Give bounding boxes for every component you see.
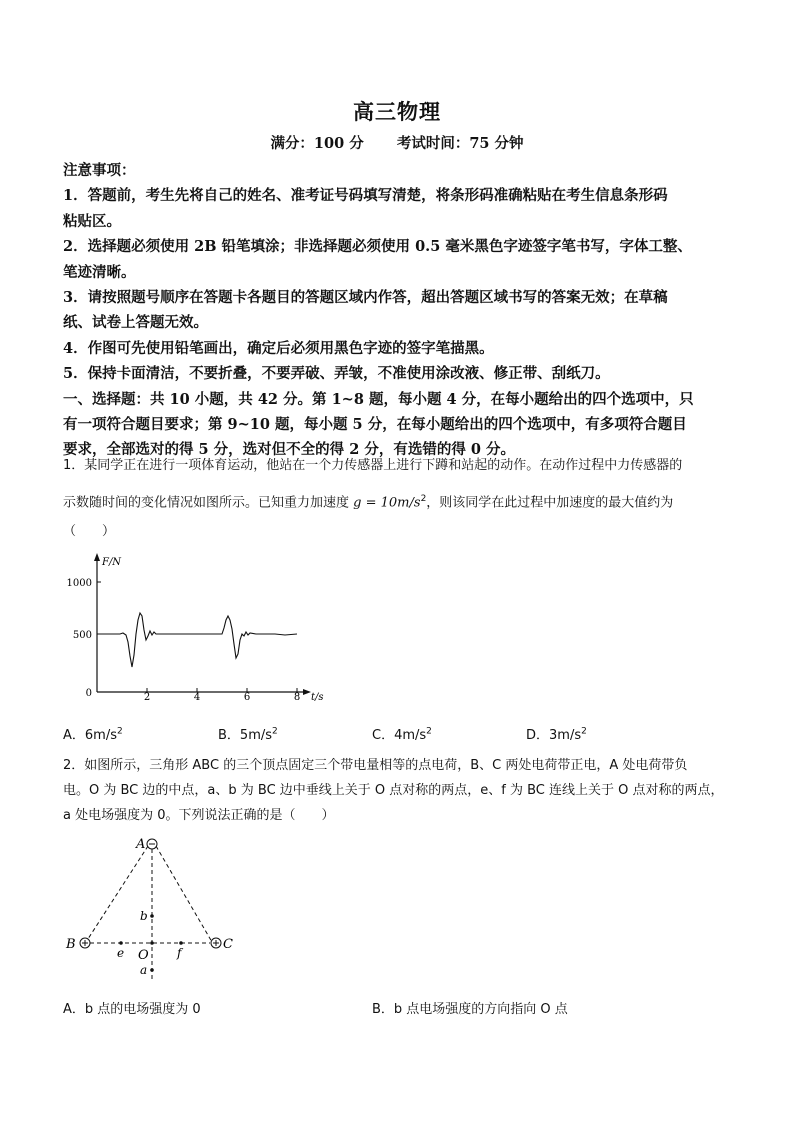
y-tick-label: 0 bbox=[85, 688, 92, 699]
section-intro-line: 有一项符合题目要求；第 9~10 题，每小题 5 分，在每小题给出的四个选项中，有多项符合题目 bbox=[63, 416, 687, 434]
y-tick-label: 500 bbox=[72, 630, 92, 641]
q2-line2: 电。O 为 BC 边的中点，a、b 为 BC 边中垂线上关于 O 点对称的两点，e、f 为 BC 连线上关于 O 点对称的两点， bbox=[63, 783, 724, 798]
notice-line: 纸、试卷上答题无效。 bbox=[63, 314, 208, 332]
q1-line1: 1．某同学正在进行一项体育运动，他站在一个力传感器上进行下蹲和站起的动作。在动作过程中力传感器的 bbox=[63, 458, 683, 473]
side-ab bbox=[86, 846, 148, 942]
option-d-exp: 2 bbox=[581, 726, 587, 737]
option-a-exp: 2 bbox=[116, 726, 123, 737]
g-expression: g = 10m/s bbox=[353, 495, 421, 511]
label-A: A bbox=[136, 837, 146, 852]
option-b-exp: 2 bbox=[272, 726, 278, 737]
notice-heading: 注意事项： bbox=[63, 162, 136, 179]
option-c[interactable] bbox=[372, 724, 432, 743]
force-time-chart bbox=[66, 550, 340, 706]
notice-line: 4．作图可先使用铅笔画出，确定后必须用黑色字迹的签字笔描黑。 bbox=[63, 339, 494, 357]
q1-line2-pre: 示数随时间的变化情况如图所示。已知重力加速度 bbox=[63, 495, 350, 511]
option-b-label: B．5m/s bbox=[218, 728, 273, 743]
label-f: f bbox=[177, 946, 182, 960]
point-o bbox=[150, 941, 154, 945]
label-C: C bbox=[223, 937, 233, 952]
q1-line2-post: ，则该同学在此过程中加速度的最大值约为 bbox=[426, 495, 674, 511]
exam-meta bbox=[0, 132, 794, 153]
x-tick-label: 6 bbox=[243, 692, 251, 703]
q1-line2 bbox=[63, 489, 731, 513]
option-a[interactable] bbox=[63, 724, 123, 743]
y-tick-label: 1000 bbox=[66, 578, 92, 589]
notice-line: 2．选择题必须使用 2B 铅笔填涂；非选择题必须使用 0.5 毫米黑色字迹签字笔书写，字体工整、 bbox=[63, 238, 692, 256]
notice-line: 3．请按照题号顺序在答题卡各题目的答题区域内作答，超出答题区域书写的答案无效；在草稿 bbox=[63, 289, 668, 307]
label-B: B bbox=[66, 937, 76, 952]
g-exponent: 2 bbox=[420, 494, 427, 504]
notice-line: 1．答题前，考生先将自己的姓名、准考证号码填写清楚，将条形码准确粘贴在考生信息条形码 bbox=[63, 187, 668, 205]
x-tick-label: 8 bbox=[293, 692, 301, 703]
label-a: a bbox=[140, 963, 148, 977]
notice-line: 笔迹清晰。 bbox=[63, 263, 136, 281]
x-axis-label: t/s bbox=[311, 692, 324, 703]
side-ac bbox=[156, 846, 212, 942]
option-c-exp: 2 bbox=[426, 726, 432, 737]
y-axis-label: F/N bbox=[102, 557, 122, 568]
x-tick-label: 4 bbox=[193, 692, 201, 703]
label-O: O bbox=[138, 948, 149, 963]
page-title: 高三物理 bbox=[353, 99, 441, 124]
point-b bbox=[150, 914, 154, 918]
option-a-label: A．6m/s bbox=[63, 728, 117, 743]
full-score: 满分：100 分 bbox=[270, 135, 364, 152]
q2-line3: a 处电场强度为 0。下列说法正确的是（ ） bbox=[63, 808, 335, 823]
triangle-charge-figure bbox=[60, 832, 250, 982]
q2-line1: 2．如图所示，三角形 ABC 的三个顶点固定三个带电量相等的点电荷，B、C 两处电荷带正电，A 处电荷带负 bbox=[63, 758, 688, 773]
x-axis-arrow bbox=[303, 689, 311, 695]
notice-block bbox=[63, 158, 743, 463]
y-axis-arrow bbox=[94, 553, 100, 561]
section-intro-line: 要求，全部选对的得 5 分，选对但不全的得 2 分，有选错的得 0 分。 bbox=[63, 441, 516, 459]
section-intro-line: 一、选择题：共 10 小题，共 42 分。第 1~8 题，每小题 4 分，在每小题给出的四个选项中，只 bbox=[63, 390, 694, 408]
exam-time: 考试时间：75 分钟 bbox=[396, 135, 524, 152]
q2-option-a[interactable]: A．b 点的电场强度为 0 bbox=[63, 1002, 201, 1017]
label-e: e bbox=[117, 946, 125, 960]
notice-line: 5．保持卡面清洁，不要折叠，不要弄破、弄皱，不准使用涂改液、修正带、刮纸刀。 bbox=[63, 365, 610, 383]
option-d[interactable] bbox=[526, 724, 587, 743]
option-b[interactable] bbox=[218, 724, 278, 743]
option-c-label: C．4m/s bbox=[372, 728, 427, 743]
option-d-label: D．3m/s bbox=[526, 728, 582, 743]
label-b: b bbox=[140, 909, 148, 923]
x-tick-label: 2 bbox=[143, 692, 151, 703]
q1-blank: （ ） bbox=[63, 524, 116, 539]
point-e bbox=[119, 941, 123, 945]
notice-line: 粘贴区。 bbox=[63, 212, 121, 230]
point-f bbox=[179, 941, 183, 945]
q2-option-b[interactable]: B．b 点电场强度的方向指向 O 点 bbox=[372, 1002, 568, 1017]
point-a bbox=[150, 968, 154, 972]
force-curve bbox=[97, 613, 297, 667]
